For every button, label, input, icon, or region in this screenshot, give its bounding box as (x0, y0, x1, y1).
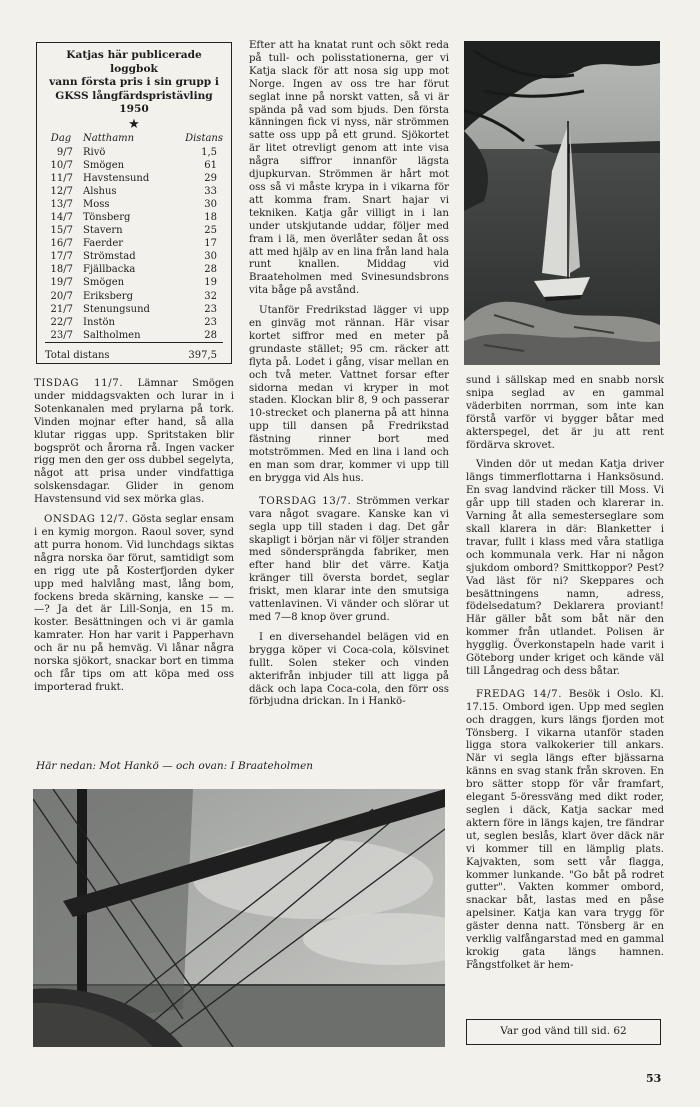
logbook-row (45, 198, 223, 211)
row-distance: 25 (204, 225, 217, 237)
row-distance: 29 (204, 172, 217, 184)
day-heading: ONSDAG 12/7. (44, 514, 129, 526)
logbook-row (45, 172, 223, 185)
row-date: 11/7 (50, 172, 73, 184)
row-date: 23/7 (50, 329, 73, 341)
row-harbour: Rivö (83, 146, 106, 158)
row-date: 13/7 (50, 198, 73, 210)
paragraph-text: Besök i Oslo. Kl. 17.15. Ombord igen. Upp med seglen och draggen, kurs längs fjorden mot Tönsberg. I vikarna utanför staden ligga stora valkokerier till ankars. När vi segla längs efter bjässarna känns en svag stank från skroven. En bro sätter stopp för vår framfart, elegant 5-öressväng med dikt roder, seglen i däck, Katja sackar med aktern före in längs kajen, tre fändrar ut, seglen beslås, klart över däck när vi kommer till en lämplig plats. Kajvakten, som sett vår flagga, kommer lunkande. "Go båt på rodret gutter". Vakten kommer ombord, snackar båt, lastas med en påse apelsiner. Katja kan vara trygg för gäster denna natt. Tönsberg är en verklig valfångarstad med en gammal krokig gata längs hamnen. Fångstfolket är hem- (466, 688, 664, 971)
total-value: 397,5 (177, 342, 223, 362)
paragraph-text: Efter att ha knatat runt och sökt reda på tull- och polisstationerna, ger vi Katja slack för att nosa sig upp mot Norge. Ingen av oss tre har förut seglat inne på norskt vatten, så vi är spända på vad som bjuds. Den första känningen fick vi nyss, när strömmen satte oss upp på ett grund. Sjökortet är litet otrevligt genom att inte visa några siffror innanför lägsta djupkurvan. Strömmen är hårt mot oss så vi måste krypa in i vikarna för att komma fram. Snart hajar vi tekniken. Katja går villigt in i lan under utskjutande uddar, följer med fram i lä, men överlåter sedan åt oss att med hjälp av en lina från land hala runt knallen. Middag vid Braateholmen med Svinesundsbrons vita båge på avstånd. (249, 40, 449, 297)
paragraph (34, 514, 234, 695)
row-date: 15/7 (50, 225, 73, 237)
day-heading: TISDAG 11/7. (34, 378, 124, 389)
row-harbour: Instön (83, 316, 116, 328)
sail-photo (33, 789, 445, 1047)
row-harbour: Stenungsund (83, 303, 150, 315)
col-header-day: Dag (50, 132, 72, 144)
logbook-title-line: Katjas här publicerade loggbok (66, 49, 202, 75)
row-harbour: Tönsberg (83, 212, 131, 224)
paragraph-text: Utanför Fredrikstad lägger vi upp en ginväg mot rännan. Här visar kortet siffror med en meter på grundaste stället; 95 cm. räcker att flyta på. Lodet i gång, visar mellan en och två meter. Vattnet forsar efter sidorna medan vi kryper in mot staden. Klockan blir 8, 9 och passerar 10-strecket och planerna på att hinna upp till dansen på Fredrikstad fästning rinner bort med motströmmen. Med en lina i land och en man som drar, kommer vi upp till en brygga vid Als hus. (249, 305, 449, 484)
row-distance: 19 (204, 277, 217, 289)
logbook-row (45, 237, 223, 250)
row-date: 21/7 (50, 303, 73, 315)
continued-note: Var god vänd till sid. 62 (466, 1019, 661, 1045)
logbook-row (45, 303, 223, 316)
row-harbour: Alshus (83, 185, 117, 197)
paragraph-text: sund i sällskap med en snabb norsk snipa seglad av en gammal väderbiten norrman, som inte kan förstå varför vi bygger båtar med akterspegel, det är ju att rent fördärva skrovet. (466, 375, 664, 451)
row-distance: 28 (204, 264, 217, 276)
total-label: Total distans (45, 342, 177, 362)
row-date: 12/7 (50, 185, 73, 197)
paragraph-text: Strömmen verkar vara något svagare. Kanske kan vi segla upp till staden i dag. Det går skapligt i början när vi följer stranden med söndersprängda fabriker, men efter hand blir det värre. Katja kränger till översta bordet, seglar friskt, men klarar inte den smutsiga vattenlavinen. Vi vänder och slörar ut med 7—8 knop över grund. (249, 495, 449, 623)
paragraph (466, 689, 664, 973)
row-date: 16/7 (50, 238, 73, 250)
row-harbour: Strömstad (83, 251, 136, 263)
paragraph (249, 632, 449, 709)
paragraph (466, 375, 664, 452)
row-date: 10/7 (50, 159, 73, 171)
logbook-row (45, 290, 223, 303)
paragraph (34, 378, 234, 507)
logbook-row (45, 211, 223, 224)
paragraph (466, 459, 664, 678)
row-distance: 30 (204, 251, 217, 263)
paragraph-text: Vinden dör ut medan Katja driver längs timmerflottarna i Hanksösund. En svag landvind räcker till Moss. Vi går upp till staden och klarerar in. Varning åt alla semesterseglare som skall klarera in där: Blanketter i travar, fullt i klass med våra statliga och kommunala verk. Har ni någon sjukdom ombord? Smittkoppor? Pest? Vad läst för ni? Skeppares och besättningens namn, adress, födelsedatum? Deklarera proviant! Här gäller båt som båt när den kommer från utlandet. Polisen är hygglig. Överkonstapeln hade varit i Göteborg under kriget och kände väl till Långedrag och dess båtar. (466, 459, 664, 677)
row-distance: 23 (204, 316, 217, 328)
row-harbour: Havstensund (83, 172, 150, 184)
row-distance: 32 (204, 290, 217, 302)
paragraph-text: Lämnar Smögen under middagsvakten och lurar in i Sotenkanalen med prylarna på tork. Vinden mojnar efter hand, så alla klutar riggas upp. Spritstaken blir bogspröt och årorna rå. Ingen vacker rigg men den ger oss dubbel segelyta, något att prisa under vindfattiga solskensdagar. Glider in genom Havstensund vid sex mörka glas. (34, 378, 234, 506)
row-harbour: Smögen (83, 159, 125, 171)
paragraph-text: Gösta seglar ensam i en kymig morgon. Raoul sover, synd att purra honom. Vid lunchdags siktas några norska öar förut, samtidigt som en rigg ute på Kosterfjorden dyker upp med halvlång mast, lång bom, fockens breda skärning, kanske — — —? Ja det är Lill-Sonja, en 15 m. koster. Besättningen och vi är gamla kamrater. Hon har varit i Papperhavn och är nu på hemväg. Vi lånar några norska sjökort, snackar bort en timma och får tips om att köpa med oss importerad frukt. (34, 514, 234, 693)
row-harbour: Fjällbacka (83, 264, 136, 276)
photo-caption: Här nedan: Mot Hankö — och ovan: I Braateholmen (36, 760, 314, 772)
logbook-row (45, 329, 223, 343)
paragraph (249, 40, 449, 298)
logbook-title (45, 49, 223, 117)
row-harbour: Faerder (83, 238, 124, 250)
col-header-distance: Distans (185, 132, 223, 144)
day-heading: TORSDAG 13/7. (259, 495, 352, 507)
page-number: 53 (646, 1072, 662, 1085)
row-harbour: Smögen (83, 277, 125, 289)
row-distance: 33 (204, 185, 217, 197)
row-distance: 1,5 (201, 146, 217, 158)
sailboat-photo (464, 41, 660, 365)
col-header-harbour: Natthamn (83, 132, 135, 144)
total-row (45, 342, 223, 362)
row-date: 18/7 (50, 264, 73, 276)
sail-photo-graphic (33, 789, 445, 1047)
logbook-table (45, 133, 223, 363)
row-distance: 17 (204, 238, 217, 250)
row-distance: 23 (204, 303, 217, 315)
logbook-row (45, 316, 223, 329)
row-date: 9/7 (56, 146, 73, 158)
paragraph (249, 496, 449, 625)
logbook-row (45, 276, 223, 289)
logbook-row (45, 185, 223, 198)
row-date: 19/7 (50, 277, 73, 289)
row-harbour: Moss (83, 198, 110, 210)
row-harbour: Eriksberg (83, 290, 133, 302)
row-distance: 30 (204, 198, 217, 210)
column-1 (34, 378, 234, 702)
row-date: 20/7 (50, 290, 73, 302)
logbook-row (45, 146, 223, 159)
logbook-title-line: GKSS långfärdspristävling 1950 (55, 89, 213, 115)
column-2 (249, 40, 449, 716)
logbook-row (45, 250, 223, 263)
star-icon: ★ (128, 116, 140, 132)
row-date: 14/7 (50, 212, 73, 224)
logbook-row (45, 263, 223, 276)
row-distance: 28 (204, 329, 217, 341)
logbook-box (36, 42, 232, 364)
logbook-title-line: vann första pris i sin grupp i (49, 76, 219, 88)
day-heading: FREDAG 14/7. (476, 688, 563, 700)
row-harbour: Saltholmen (83, 329, 141, 341)
logbook-row (45, 224, 223, 237)
paragraph-text: I en diversehandel belägen vid en brygga köper vi Coca-cola, kölsvinet fullt. Solen steker och vinden akterifrån inbjuder till att ligga på däck och lapa Coca-cola, den förr oss förbjudna drickan. In i Hankö- (249, 631, 449, 708)
logbook-row (45, 159, 223, 172)
paragraph (249, 305, 449, 486)
row-distance: 18 (204, 212, 217, 224)
row-date: 17/7 (50, 251, 73, 263)
row-distance: 61 (204, 159, 217, 171)
column-3 (466, 375, 664, 980)
row-date: 22/7 (50, 316, 73, 328)
logbook-rows (45, 146, 223, 343)
sailboat-photo-graphic (464, 41, 660, 365)
row-harbour: Stavern (83, 225, 123, 237)
